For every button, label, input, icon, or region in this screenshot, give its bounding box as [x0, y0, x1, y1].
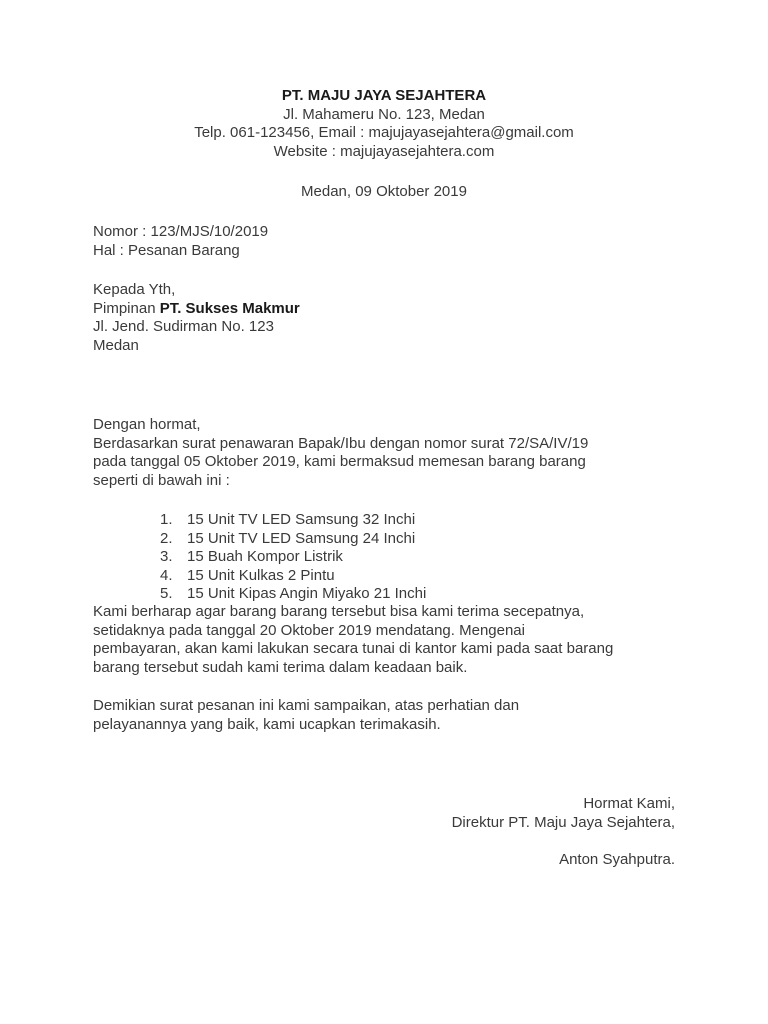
signature-position: Direktur PT. Maju Jaya Sejahtera,	[451, 813, 675, 831]
item-text: 15 Buah Kompor Listrik	[187, 548, 343, 565]
closing-line: pelayanannya yang baik, kami ucapkan terimakasih.	[93, 715, 441, 733]
intro-line: pada tanggal 05 Oktober 2019, kami bermaksud memesan barang barang	[93, 453, 586, 470]
item-text: 15 Unit Kipas Angin Miyako 21 Inchi	[187, 585, 427, 602]
letter-date: Medan, 09 Oktober 2019	[301, 183, 467, 200]
closing-paragraph	[93, 697, 683, 734]
company-address: Jl. Mahameru No. 123, Medan	[283, 105, 485, 123]
signature-block	[300, 795, 675, 869]
payment-line: pembayaran, akan kami lakukan secara tunai di kantor kami pada saat barang	[93, 640, 614, 657]
letter-number: Nomor : 123/MJS/10/2019	[93, 223, 269, 240]
closing-line: Demikian surat pesanan ini kami sampaikan, atas perhatian dan	[93, 697, 520, 714]
item-text: 15 Unit Kulkas 2 Pintu	[187, 566, 335, 584]
signature-spacer	[300, 832, 675, 851]
list-item	[160, 511, 426, 530]
item-number: 1.	[160, 511, 173, 528]
list-item	[160, 567, 426, 586]
letter-subject: Hal : Pesanan Barang	[93, 241, 240, 259]
recipient-block	[93, 281, 683, 355]
recipient-greeting: Kepada Yth,	[93, 281, 176, 298]
intro-line: Berdasarkan surat penawaran Bapak/Ibu dengan nomor surat 72/SA/IV/19	[93, 434, 589, 452]
letter-meta	[93, 223, 683, 260]
order-item-list	[160, 511, 426, 604]
letterhead	[0, 87, 768, 161]
item-number: 4.	[160, 566, 173, 584]
company-name: PT. MAJU JAYA SEJAHTERA	[281, 87, 487, 104]
recipient-city: Medan	[93, 336, 139, 354]
payment-line: setidaknya pada tanggal 20 Oktober 2019 mendatang. Mengenai	[93, 621, 525, 639]
payment-line: barang tersebut sudah kami terima dalam keadaan baik.	[93, 658, 468, 676]
item-number: 5.	[160, 585, 173, 602]
list-item	[160, 585, 426, 604]
company-contact: Telp. 061-123456, Email : majujayasejahtera@gmail.com	[194, 124, 574, 141]
intro-paragraph	[93, 416, 683, 490]
recipient-title	[93, 300, 683, 319]
company-website: Website : majujayasejahtera.com	[273, 142, 495, 160]
signature-name: Anton Syahputra.	[559, 850, 675, 868]
item-text: 15 Unit TV LED Samsung 32 Inchi	[187, 511, 416, 528]
payment-paragraph	[93, 603, 683, 677]
recipient-company: PT. Sukses Makmur	[159, 299, 300, 317]
intro-line: seperti di bawah ini :	[93, 471, 230, 489]
payment-line: Kami berharap agar barang barang tersebut bisa kami terima secepatnya,	[93, 603, 585, 620]
salutation: Dengan hormat,	[93, 416, 201, 433]
item-number: 3.	[160, 548, 173, 565]
recipient-street: Jl. Jend. Sudirman No. 123	[93, 318, 274, 335]
item-text: 15 Unit TV LED Samsung 24 Inchi	[187, 529, 416, 547]
list-item	[160, 548, 426, 567]
signature-regards: Hormat Kami,	[583, 795, 675, 812]
item-number: 2.	[160, 529, 173, 547]
recipient-title-prefix: Pimpinan	[93, 299, 160, 317]
list-item	[160, 530, 426, 549]
